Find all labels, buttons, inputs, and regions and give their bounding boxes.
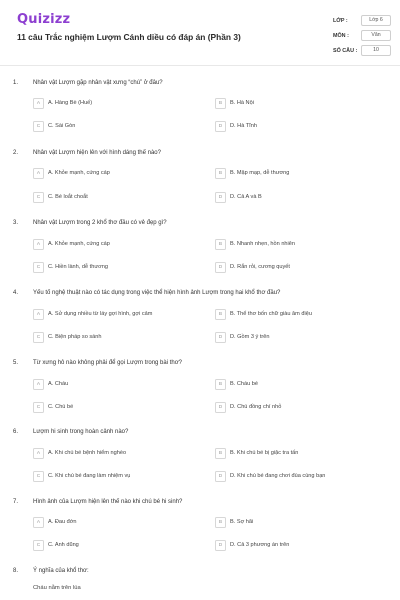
option-letter-box: A [33,239,44,250]
meta-count-label: SỐ CÂU : [333,48,358,54]
option-letter-box: A [33,517,44,528]
question-text: Nhân vật Lượm hiện lên với hình dáng thế nào? [33,150,161,156]
option-text: D. Gồm 3 ý trên [230,333,270,340]
option-text: B. Hà Nội [230,99,254,106]
option-c[interactable] [33,332,193,344]
option-text: C. Chú bé [48,403,74,410]
option-text: D. Hà Tĩnh [230,122,257,129]
option-text: C. Biện pháp so sánh [48,333,102,340]
option-text: B. Mập mạp, dễ thương [230,169,290,176]
option-d[interactable] [215,332,375,344]
option-letter-box: B [215,98,226,109]
question-number: 7. [13,499,19,505]
option-text: A. Đau đớn [48,518,77,525]
quizizz-logo: Quizizz [17,12,71,27]
option-letter-box: C [33,471,44,482]
option-letter-box: D [215,192,226,203]
option-letter-box: B [215,517,226,528]
option-letter-box: D [215,540,226,551]
option-b[interactable] [215,239,375,251]
option-text: A. Cháu [48,380,69,387]
option-text: A. Khi chú bé bệnh hiểm nghèo [48,449,127,456]
question-number: 6. [13,429,19,435]
option-letter-box: C [33,402,44,413]
question-text: Lượm hi sinh trong hoàn cảnh nào? [33,429,129,435]
option-text: D. Khi chú bé đang chơi đùa cùng bạn [230,472,326,479]
option-text: B. Thể thơ bốn chữ giàu âm điệu [230,310,312,317]
option-letter-box: A [33,98,44,109]
option-c[interactable] [33,121,193,133]
question-text: Nhân vật Lượm trong 2 khổ thơ đầu có vẻ đẹp gì? [33,220,167,226]
option-text: C. Sài Gòn [48,122,76,129]
option-letter-box: A [33,309,44,320]
option-a[interactable] [33,239,193,251]
option-c[interactable] [33,262,193,274]
question-number: 8. [13,568,19,574]
option-text: A. Khỏe mạnh, cứng cáp [48,169,110,176]
option-c[interactable] [33,402,193,414]
meta-subject-value: Văn [361,30,391,41]
option-d[interactable] [215,540,375,552]
question-text: Nhân vật Lượm gặp nhân vật xưng “chú” ở đâu? [33,80,163,86]
question-number: 5. [13,360,19,366]
question-text: Ý nghĩa của khổ thơ: [33,568,89,574]
option-b[interactable] [215,98,375,110]
option-b[interactable] [215,517,375,529]
option-text: A. Sử dụng nhiều từ láy gợi hình, gợi cảm [48,310,153,317]
option-letter-box: C [33,192,44,203]
option-text: A. Khỏe mạnh, cứng cáp [48,240,110,247]
option-letter-box: A [33,168,44,179]
option-text: D. Rắn rỏi, cương quyết [230,263,290,270]
option-letter-box: A [33,448,44,459]
header-divider [0,65,400,66]
option-text: B. Nhanh nhẹn, hồn nhiên [230,240,296,247]
option-a[interactable] [33,379,193,391]
worksheet-title: 11 câu Trắc nghiệm Lượm Cánh diều có đáp án (Phần 3) [17,32,241,42]
option-text: B. Sợ hãi [230,518,254,525]
option-d[interactable] [215,471,375,483]
option-letter-box: C [33,262,44,273]
option-a[interactable] [33,448,193,460]
option-text: A. Hàng Bè (Huế) [48,99,93,106]
option-letter-box: B [215,379,226,390]
poem-line: Cháu nằm trên lúa [33,585,81,591]
worksheet-header [0,0,400,66]
option-letter-box: B [215,239,226,250]
option-letter-box: B [215,309,226,320]
option-c[interactable] [33,471,193,483]
question-number: 2. [13,150,19,156]
option-letter-box: D [215,121,226,132]
option-text: D. Cả A và B [230,193,262,200]
meta-grade-value: Lớp 6 [361,15,391,26]
option-letter-box: D [215,262,226,273]
option-b[interactable] [215,309,375,321]
option-text: C. Hiền lành, dễ thương [48,263,108,270]
option-letter-box: B [215,448,226,459]
question-number: 1. [13,80,19,86]
option-c[interactable] [33,540,193,552]
option-b[interactable] [215,379,375,391]
option-letter-box: A [33,379,44,390]
question-text: Yếu tố nghệ thuật nào có tác dụng trong việc thể hiện hình ảnh Lượm trong hai khổ thơ đầu? [33,290,281,296]
option-c[interactable] [33,192,193,204]
option-letter-box: D [215,471,226,482]
meta-count-value: 10 [361,45,391,56]
option-a[interactable] [33,168,193,180]
question-number: 3. [13,220,19,226]
option-text: B. Khi chú bé bị giặc tra tấn [230,449,299,456]
option-b[interactable] [215,448,375,460]
option-text: C. Bé loắt choắt [48,193,88,200]
question-text: Hình ảnh của Lượm hiện lên thế nào khi chú bé hi sinh? [33,499,183,505]
option-letter-box: C [33,332,44,343]
option-d[interactable] [215,192,375,204]
option-text: D. Chú đồng chí nhỏ [230,403,282,410]
option-b[interactable] [215,168,375,180]
meta-grade-label: LỚP : [333,18,348,24]
option-letter-box: C [33,540,44,551]
option-letter-box: D [215,332,226,343]
question-number: 4. [13,290,19,296]
option-letter-box: C [33,121,44,132]
option-d[interactable] [215,402,375,414]
meta-subject-label: MÔN : [333,33,349,39]
option-a[interactable] [33,98,193,110]
option-d[interactable] [215,262,375,274]
option-text: B. Cháu bé [230,380,258,387]
question-text: Từ xưng hô nào không phải để gọi Lượm trong bài thơ? [33,360,183,366]
option-d[interactable] [215,121,375,133]
option-a[interactable] [33,309,193,321]
option-letter-box: D [215,402,226,413]
option-letter-box: B [215,168,226,179]
option-a[interactable] [33,517,193,529]
option-text: C. Khi chú bé đang làm nhiệm vụ [48,472,131,479]
option-text: D. Cả 3 phương án trên [230,541,290,548]
option-text: C. Anh dũng [48,541,79,548]
